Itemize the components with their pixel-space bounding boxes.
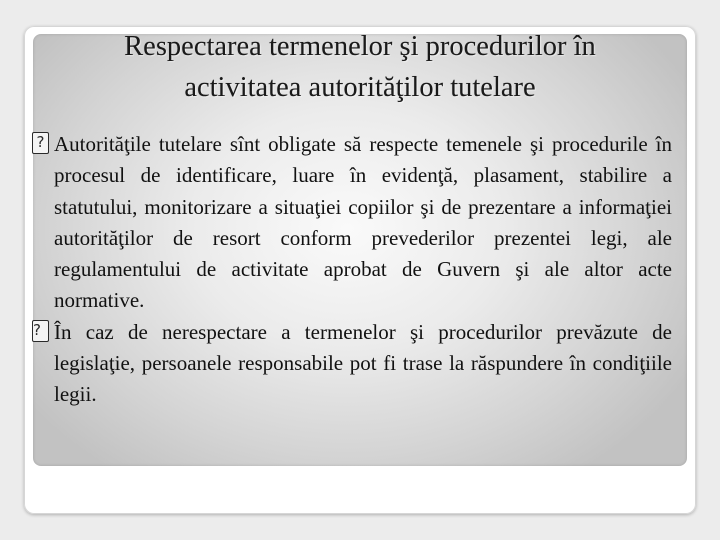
bullet-text-obligations: Autorităţile tutelare sînt obligate să respecte temenele şi procedurile în procesul de identificare, luare în evidenţă, plasament, stabilire a statutului, monitorizare a situaţiei copiilor şi de prezentare a informaţiei autorităţilor de resort conform prevederilor prezentei legi, ale regulamentului de activitate aprobat de Guvern şi ale altor acte normative. [54,132,672,313]
slide-title-line-2: activitatea autorităţilor tutelare [184,72,536,103]
bullet-text-sanctions: În caz de nerespectare a termenelor şi procedurilor prevăzute de legislaţie, persoanele responsabile pot fi trase la răspundere în condiţiile legii. [54,319,672,407]
bullet-item-sanctions [33,317,672,411]
bullet-item-obligations [36,129,672,317]
missing-glyph-bullet-icon: ? [32,320,49,342]
missing-glyph-bullet-icon: ? [32,132,49,154]
slide-title [30,26,690,108]
slide-title-line-1: Respectarea termenelor şi procedurilor în [124,31,596,62]
slide-body [33,129,672,411]
